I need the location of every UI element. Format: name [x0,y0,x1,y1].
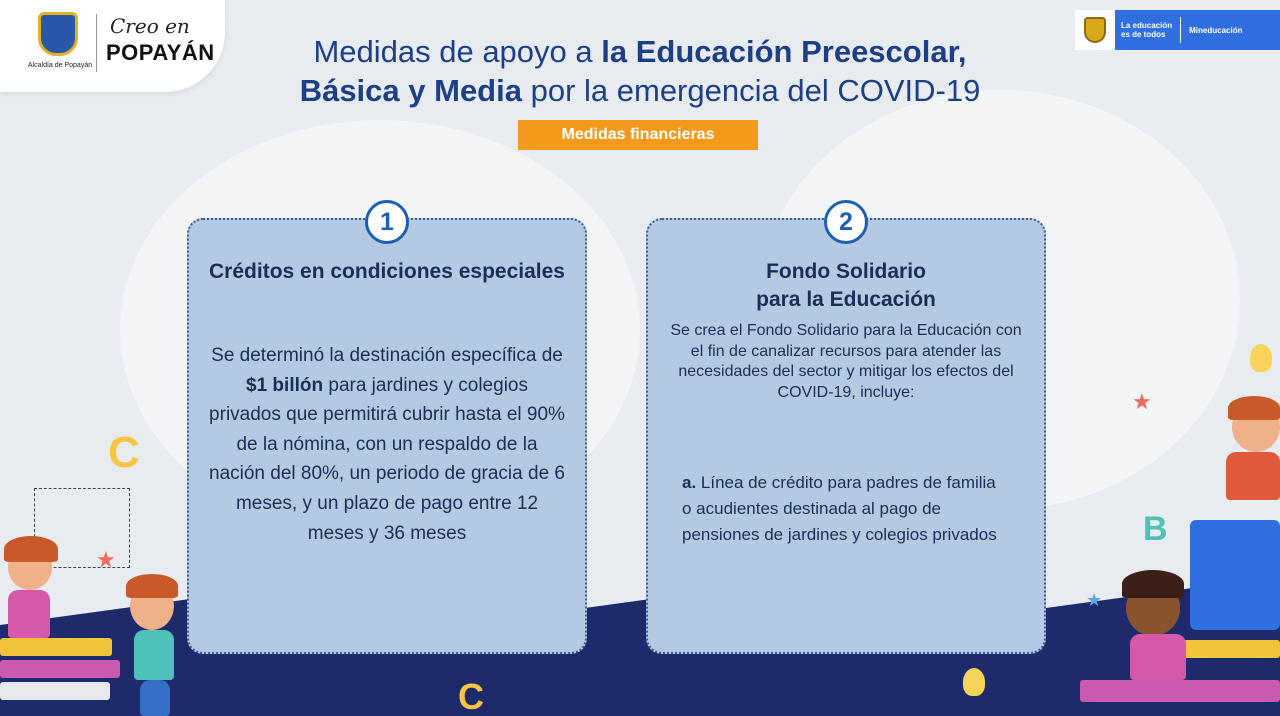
star-decoration: ★ [1086,590,1103,611]
card-body: Se crea el Fondo Solidario para la Educación con el fin de canalizar recursos para atender las necesidades del sector y mitigar los efectos del COVID-19, incluye: [670,322,1022,401]
slogan-big: POPAYÁN [106,40,215,65]
item-label: a. [682,473,697,492]
title-part4: por la emergencia del COVID-19 [521,73,981,108]
item-text: Línea de crédito para padres de familia o acudientes destinada al pago de pensiones de jardines y colegios privados [682,473,997,544]
card-list-item [682,470,1004,548]
ministry-line1: La educación [1121,21,1173,30]
child-body [8,590,50,638]
child-hair [1122,570,1184,598]
book-stack [0,682,110,700]
book-stack [0,660,120,678]
lightbulb-icon [963,668,985,696]
card-title-line1: Fondo Solidario [766,260,926,283]
lightbulb-icon [1250,344,1272,372]
page-title [180,32,1100,110]
card-title: Créditos en condiciones especiales [209,260,565,283]
card-fondo-solidario [646,208,1046,654]
slogan-small: Creo en [110,14,190,38]
book-stack [1180,640,1280,658]
ministry-logo [1075,10,1280,50]
child-hair [1228,396,1280,420]
card-title [668,258,1024,314]
card-title-line2: para la Educación [756,288,936,311]
municipality-caption: Alcaldía de Popayán [27,62,93,69]
card-creditos [187,208,587,654]
child-hair [4,536,58,562]
child-body [1226,452,1280,500]
child-body [134,630,174,680]
star-decoration: ★ [1132,390,1152,415]
ministry-banner [1115,10,1280,50]
title-part2: la Educación Preescolar, [601,34,967,69]
title-part1: Medidas de apoyo a [313,34,602,69]
card-body-pre: Se determinó la destinación específica de [211,345,563,366]
child-body [1130,634,1186,680]
logo-divider [96,14,97,72]
ministry-divider [1180,17,1181,43]
title-part3: Básica y Media [299,73,522,108]
child-hair [126,574,178,598]
star-decoration: ★ [96,548,116,573]
letter-c-decoration: C [458,676,484,716]
book-stack [1190,520,1280,630]
book-stack [0,638,112,656]
child-legs [140,680,170,716]
card-number: 1 [365,200,409,244]
card-body-post: para jardines y colegios privados que permitirá cubrir hasta el 90% de la nómina, con un respaldo de la nación del 80%, un periodo de gracia de 6 meses, y un plazo de pago entre 12 meses y 36 meses [209,374,565,544]
card-body-highlight: $1 billón [246,374,324,396]
ministry-line2: es de todos [1121,30,1166,39]
coat-of-arms-icon [38,12,78,56]
card-body [209,341,565,548]
letter-c-decoration: C [108,428,140,477]
section-badge: Medidas financieras [518,120,758,150]
card-number: 2 [824,200,868,244]
letter-b-decoration: B [1143,510,1168,548]
book-stack [1080,680,1280,702]
ministry-name: Mineducación [1189,25,1243,35]
